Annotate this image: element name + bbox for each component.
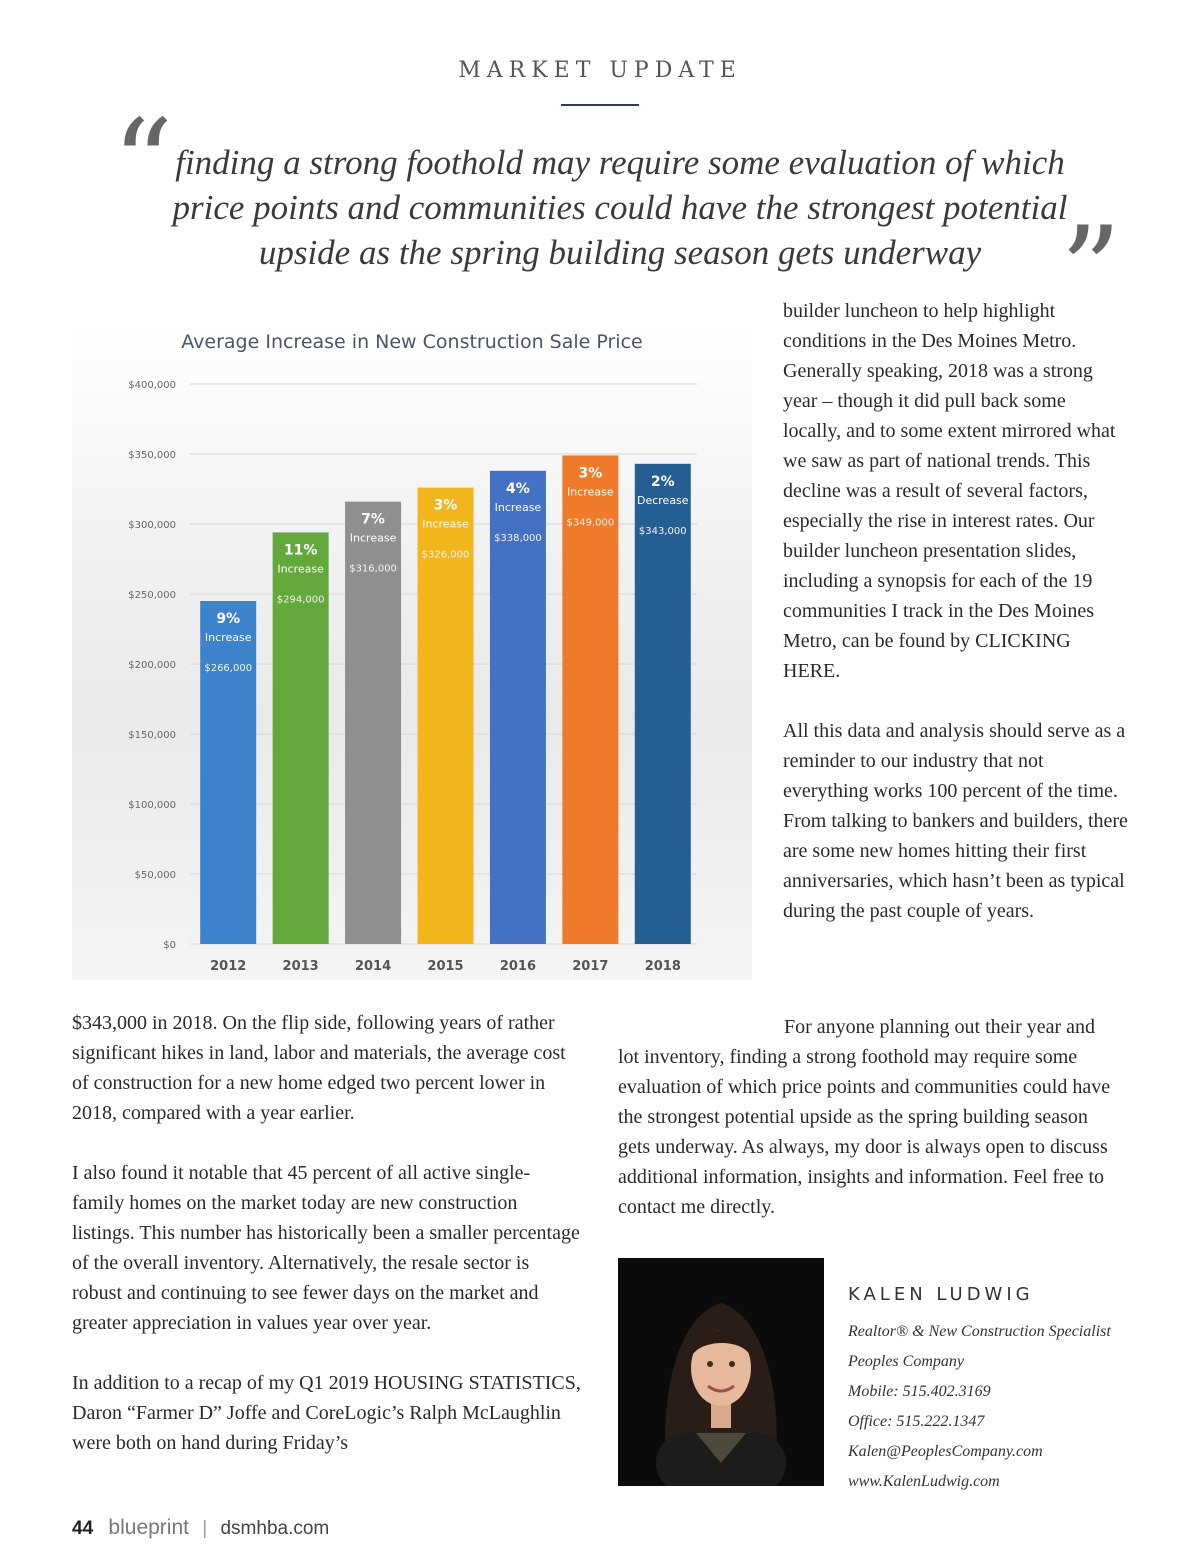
author-email[interactable]: Kalen@PeoplesCompany.com	[848, 1443, 1043, 1460]
author-title: Realtor® & New Construction Specialist	[848, 1323, 1111, 1340]
author-website[interactable]: www.KalenLudwig.com	[848, 1473, 1000, 1490]
author-mobile: Mobile: 515.402.3169	[848, 1383, 991, 1400]
paragraph: For anyone planning out their year and lot inventory, finding a strong foothold may require some evaluation of which price points and communities could have the strongest potential upside as the spring building season gets underway. As always, my door is always open to discuss additional information, insights and information. Feel free to contact me directly.	[618, 1016, 1111, 1218]
section-title: MARKET UPDATE	[458, 58, 742, 83]
y-tick-label: $150,000	[128, 730, 176, 741]
bar-percent-label: 7%	[361, 511, 385, 528]
bar-change-label: Increase	[277, 562, 324, 576]
open-quote-mark: “	[112, 95, 174, 234]
title-divider	[561, 104, 639, 106]
author-bio	[848, 1284, 1168, 1497]
article-column-left	[72, 1008, 582, 1488]
paragraph: I also found it notable that 45 percent of all active single-family homes on the market today are new construction listings. This number has historically been a smaller percentage of the overall inventory. Alternatively, the resale sector is robust and continuing to see fewer days on the market and greater appreciation in values year over year.	[72, 1162, 580, 1334]
bar-change-label: Increase	[494, 500, 542, 514]
author-office: Office: 515.222.1347	[848, 1413, 985, 1430]
bar	[562, 455, 618, 944]
bar-percent-label: 4%	[506, 480, 530, 497]
paragraph: builder luncheon to help highlight conditions in the Des Moines Metro. Generally speaking, 2018 was a strong year – though it did pull back some locally, and to some extent mirrored what we saw as part of national trends. This decline was a result of several factors, especially the rise in interest rates. Our builder luncheon presentation slides, including a synopsis for each of the 19 communities I track in the Des Moines Metro, can be found by CLICKING HERE.	[783, 300, 1116, 682]
y-tick-label: $400,000	[128, 380, 176, 391]
chart-svg	[72, 320, 752, 980]
article-column-right-bottom	[618, 1012, 1118, 1252]
bar	[200, 601, 256, 944]
x-tick-label: 2018	[644, 959, 681, 974]
portrait-illustration	[618, 1258, 824, 1486]
bar-change-label: Increase	[422, 517, 469, 531]
x-tick-label: 2012	[210, 959, 247, 974]
paragraph: All this data and analysis should serve as a reminder to our industry that not everything works 100 percent of the time. From talking to bankers and builders, there are some new homes hitting their first anniversaries, which hasn’t been as typical during the past couple of years.	[783, 720, 1128, 922]
y-tick-label: $300,000	[128, 520, 176, 531]
paragraph: $343,000 in 2018. On the flip side, following years of rather significant hikes in land, labor and materials, the average cost of construction for a new home edged two percent lower in 2018, compared with a year earlier.	[72, 1012, 566, 1124]
bar-percent-label: 9%	[216, 611, 241, 627]
y-tick-label: $200,000	[128, 660, 176, 671]
bar-change-label: Increase	[204, 631, 252, 644]
bar-price-label: $316,000	[349, 563, 397, 575]
page-number: 44	[72, 1518, 94, 1539]
bar-price-label: $266,000	[204, 663, 253, 674]
footer-website[interactable]: dsmhba.com	[220, 1518, 330, 1539]
pull-quote-line: price points and communities could have the strongest potential	[172, 188, 1068, 227]
brand-logo: blueprint	[108, 1516, 189, 1539]
bar-price-label: $294,000	[276, 594, 325, 606]
x-tick-label: 2015	[427, 959, 464, 974]
bar-percent-label: 3%	[433, 497, 458, 514]
author-photo	[618, 1258, 824, 1486]
chart-title: Average Increase in New Construction Sale Price	[181, 331, 643, 353]
pull-quote-line: upside as the spring building season gets underway	[258, 233, 982, 272]
bar-price-label: $349,000	[566, 517, 615, 529]
bar-price-label: $338,000	[494, 532, 542, 544]
bar-percent-label: 2%	[650, 473, 675, 490]
y-tick-label: $100,000	[128, 800, 176, 811]
page-footer	[72, 1516, 329, 1540]
y-tick-label: $250,000	[128, 590, 176, 601]
footer-separator: |	[202, 1518, 208, 1539]
bar-change-label: Increase	[349, 531, 397, 545]
y-tick-label: $50,000	[134, 870, 176, 881]
y-tick-label: $350,000	[128, 450, 176, 461]
bar-percent-label: 11%	[283, 542, 318, 559]
sale-price-chart	[72, 320, 752, 980]
bar-percent-label: 3%	[578, 465, 603, 482]
bar-change-label: Increase	[567, 485, 614, 499]
bar-change-label: Decrease	[636, 493, 689, 507]
article-column-right-top	[783, 296, 1128, 956]
paragraph: In addition to a recap of my Q1 2019 HOUSING STATISTICS, Daron “Farmer D” Joffe and CoreLogic’s Ralph McLaughlin were both on hand during Friday’s	[72, 1372, 581, 1454]
pull-quote	[150, 140, 1090, 275]
pull-quote-line: finding a strong foothold may require some evaluation of which	[175, 143, 1065, 182]
x-tick-label: 2016	[499, 959, 537, 974]
x-tick-label: 2017	[572, 959, 609, 974]
x-tick-label: 2013	[282, 959, 319, 974]
close-quote-mark: ”	[1060, 202, 1122, 341]
author-name: KALEN LUDWIG	[848, 1284, 1034, 1305]
bar-price-label: $326,000	[421, 549, 470, 561]
y-tick-label: $0	[163, 940, 176, 951]
x-tick-label: 2014	[354, 959, 392, 974]
bar-price-label: $343,000	[638, 525, 687, 537]
author-company: Peoples Company	[848, 1353, 964, 1370]
